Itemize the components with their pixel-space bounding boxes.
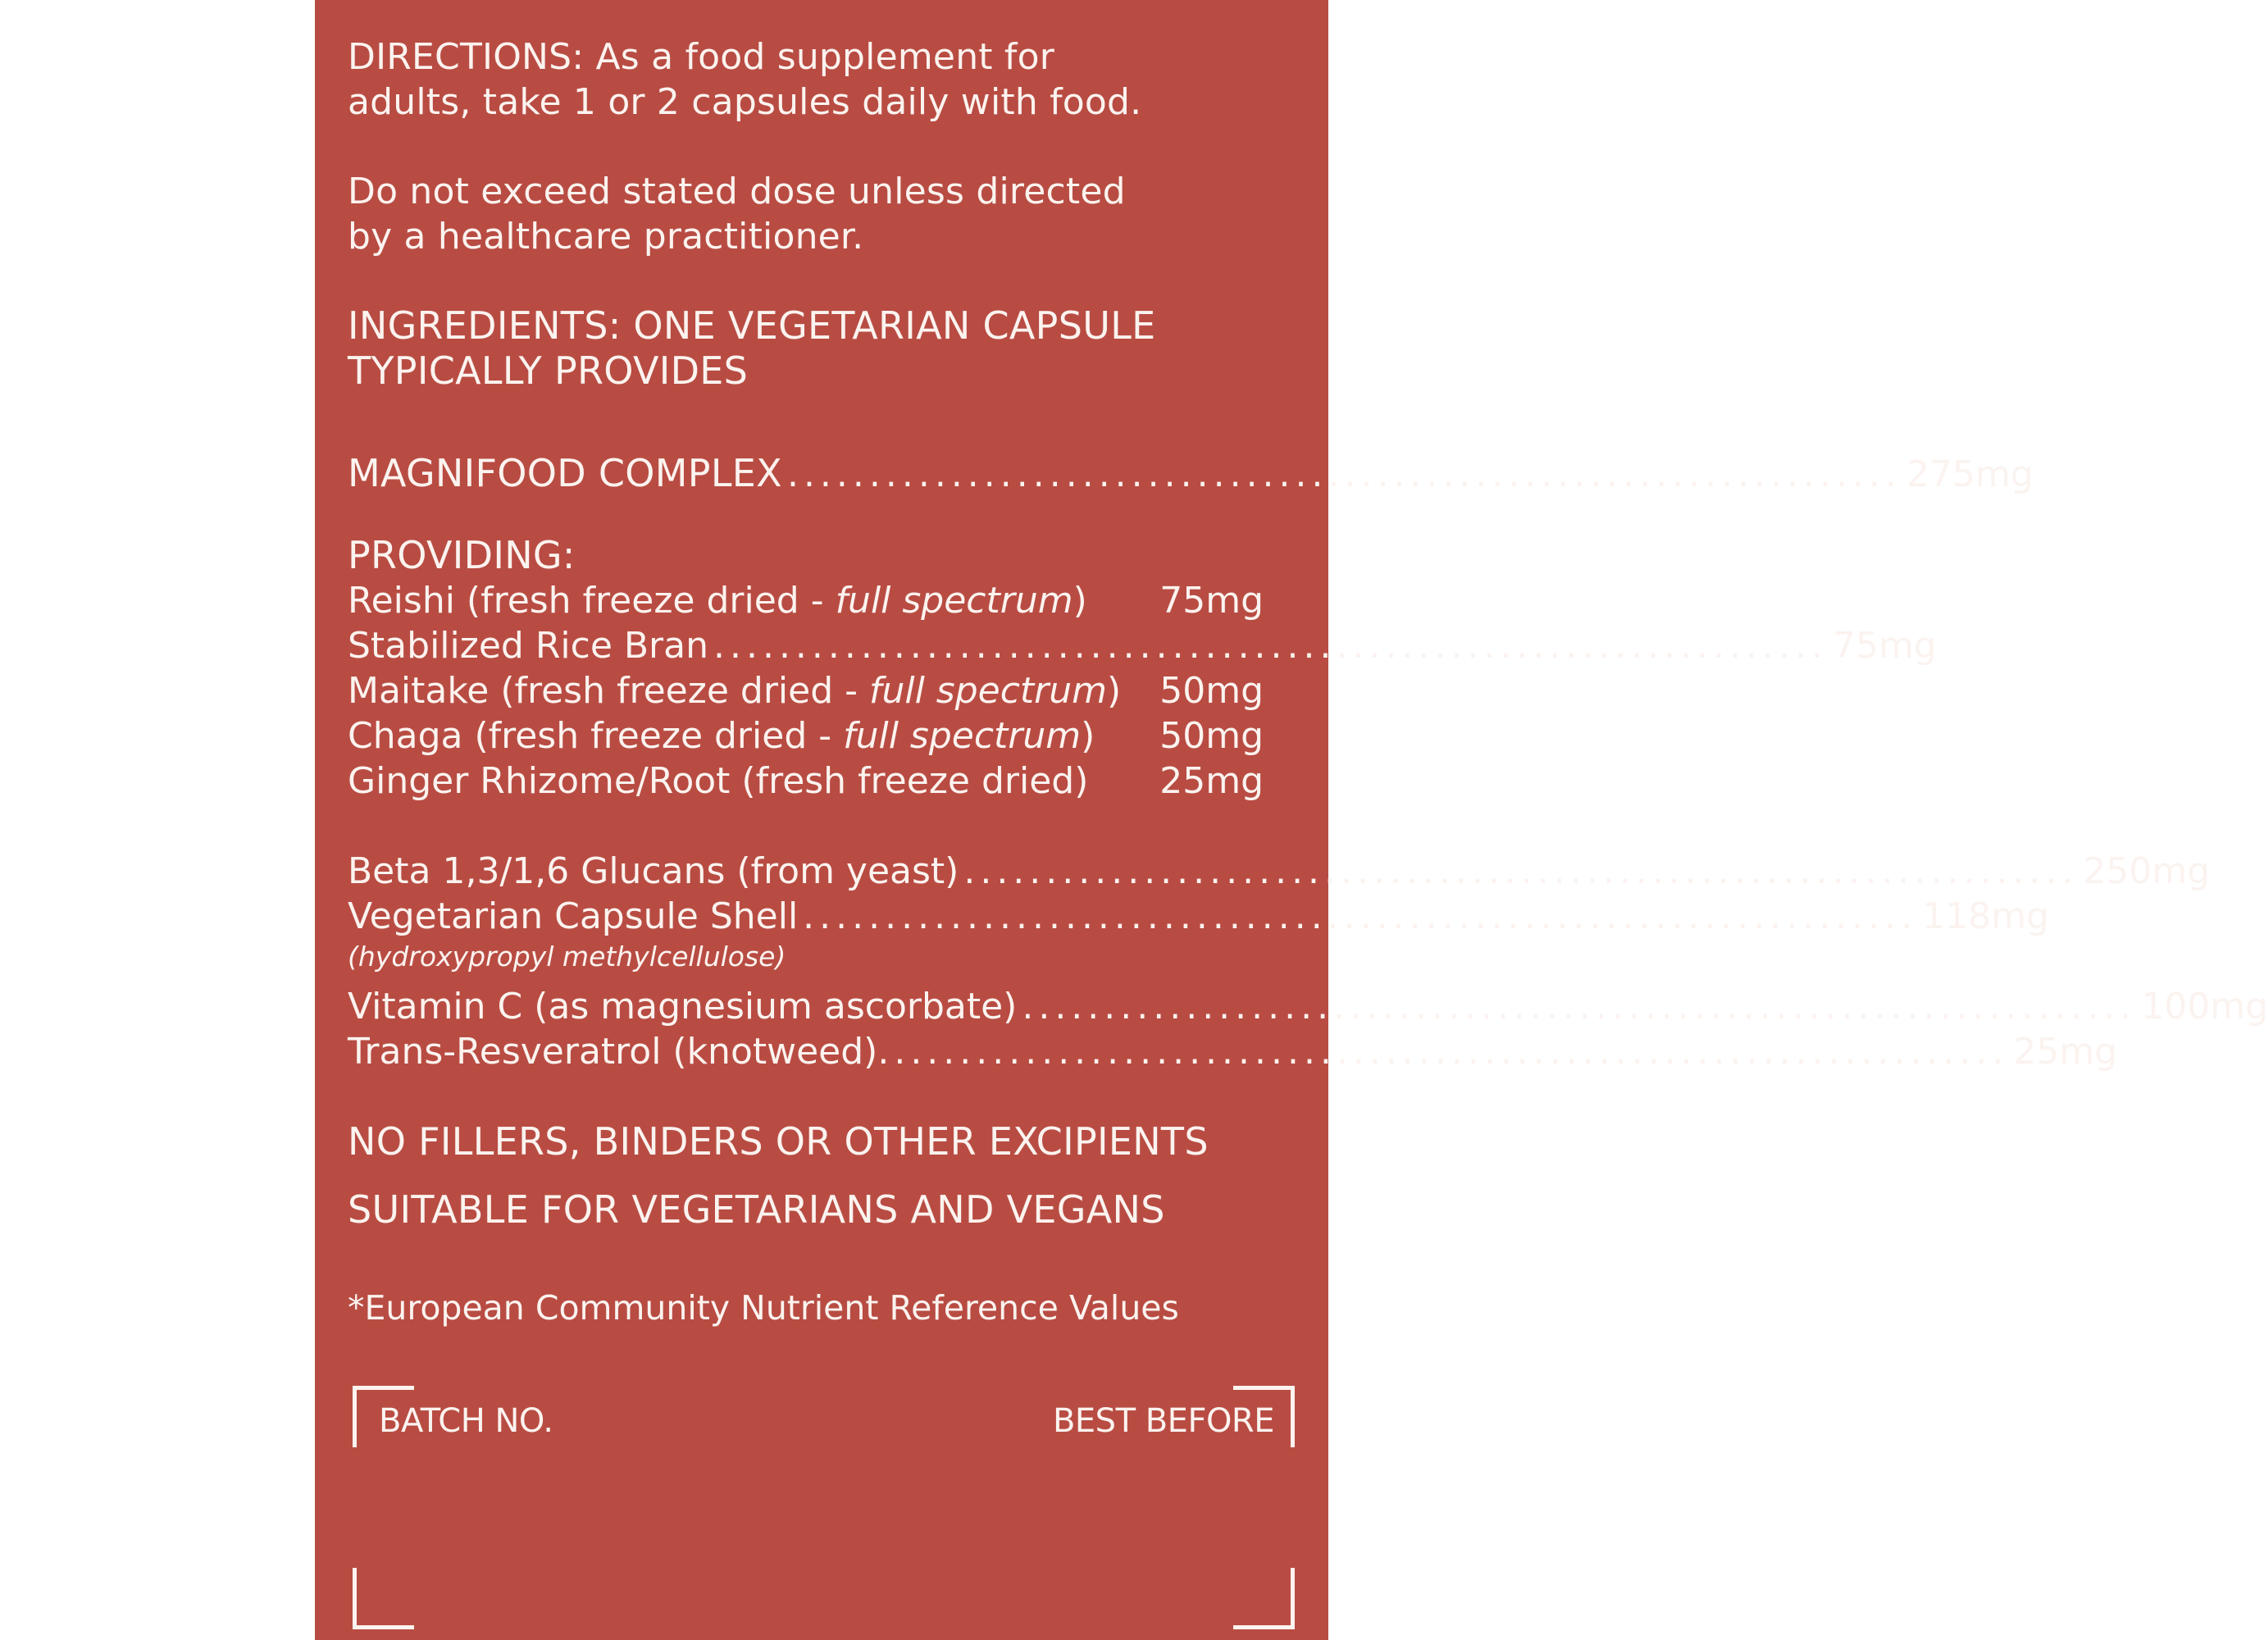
no-fillers-claim: NO FILLERS, BINDERS OR OTHER EXCIPIENTS xyxy=(348,1119,1209,1164)
ingredient-name: Ginger Rhizome/Root (fresh freeze dried) xyxy=(348,760,1089,802)
complex-name: MAGNIFOOD COMPLEX xyxy=(348,451,782,495)
ingredient-amount: 25mg xyxy=(1159,760,1264,802)
ingredient-amount: 75mg xyxy=(1159,580,1264,622)
dot-leader: .................................................................... xyxy=(894,1031,2009,1073)
dot-leader: .................................................................... xyxy=(963,850,2079,892)
providing-row xyxy=(348,623,1937,668)
ingredient-row xyxy=(348,849,2211,894)
box-corner-bottom-right xyxy=(1233,1568,1295,1629)
ingredients-heading-line-1: INGREDIENTS: ONE VEGETARIAN CAPSULE xyxy=(348,303,1156,348)
dot-leader: .................................................................... xyxy=(713,625,1829,667)
label-panel xyxy=(315,0,2268,1640)
ingredient-name: Trans-Resveratrol (knotweed). xyxy=(348,1031,890,1073)
ingredient-name: Stabilized Rice Bran xyxy=(348,625,708,667)
batch-number-label: BATCH NO. xyxy=(379,1402,553,1440)
providing-row xyxy=(348,578,1264,623)
ingredient-amount: 250mg xyxy=(2083,850,2211,892)
dot-leader: .................................................................... xyxy=(803,895,1918,937)
dose-warning-line-2: by a healthcare practitioner. xyxy=(348,216,864,257)
best-before-label: BEST BEFORE xyxy=(1052,1402,1274,1440)
ingredient-amount: 25mg xyxy=(2013,1031,2118,1073)
ingredient-row xyxy=(348,984,2268,1029)
vegan-claim: SUITABLE FOR VEGETARIANS AND VEGANS xyxy=(348,1187,1165,1232)
providing-row xyxy=(348,713,1264,758)
ingredient-name: Vitamin C (as magnesium ascorbate) xyxy=(348,986,1018,1027)
dot-leader: .................................................................... xyxy=(786,453,1902,495)
ingredient-name: Beta 1,3/1,6 Glucans (from yeast) xyxy=(348,850,959,892)
complex-amount: 275mg xyxy=(1906,453,2033,495)
directions-line-1: DIRECTIONS: As a food supplement for xyxy=(348,36,1055,78)
ingredient-name: Vegetarian Capsule Shell xyxy=(348,895,799,937)
ingredient-name: Maitake (fresh freeze dried - full spectrum) xyxy=(348,670,1122,712)
nrv-footnote: *European Community Nutrient Reference Values xyxy=(348,1288,1179,1328)
providing-heading: PROVIDING: xyxy=(348,533,576,577)
dose-warning-line-1: Do not exceed stated dose unless directed xyxy=(348,171,1126,212)
ingredient-amount: 50mg xyxy=(1159,670,1264,712)
capsule-shell-note: (hydroxypropyl methylcellulose) xyxy=(348,941,786,973)
ingredient-name: Chaga (fresh freeze dried - full spectrum) xyxy=(348,715,1095,757)
directions-line-2: adults, take 1 or 2 capsules daily with food. xyxy=(348,81,1142,123)
ingredient-amount: 75mg xyxy=(1833,625,1937,667)
providing-row xyxy=(348,668,1264,713)
ingredient-row xyxy=(348,1029,2118,1074)
complex-row xyxy=(348,451,2033,497)
providing-row xyxy=(348,758,1264,804)
ingredient-row xyxy=(348,894,2050,939)
box-corner-bottom-left xyxy=(353,1568,414,1629)
dot-leader: .................................................................... xyxy=(1022,986,2137,1027)
ingredients-heading-line-2: TYPICALLY PROVIDES xyxy=(348,348,749,393)
ingredient-name: Reishi (fresh freeze dried - full spectrum) xyxy=(348,580,1087,622)
ingredient-amount: 50mg xyxy=(1159,715,1264,757)
ingredient-amount: 118mg xyxy=(1922,895,2050,937)
ingredient-amount: 100mg xyxy=(2141,986,2268,1027)
